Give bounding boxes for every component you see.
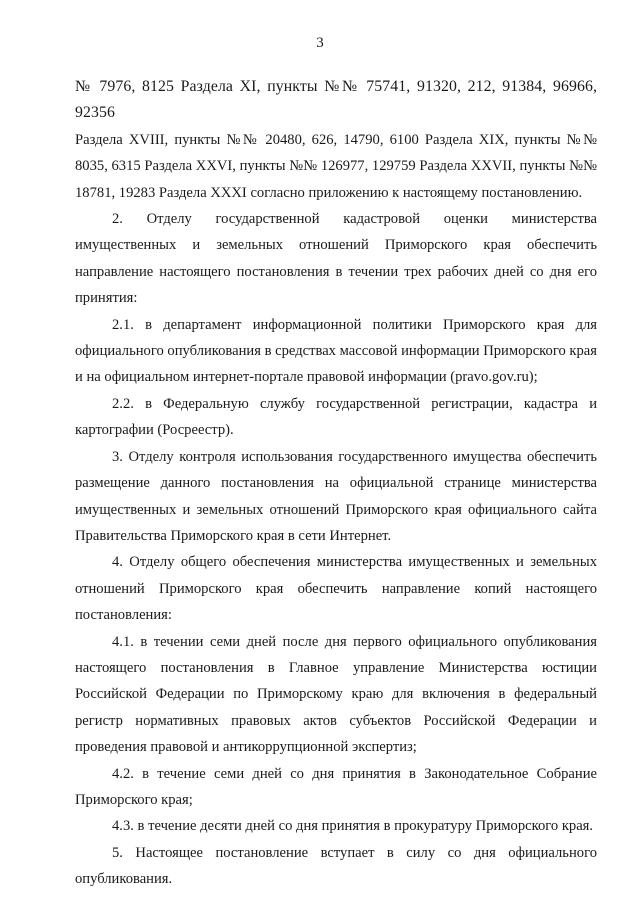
- paragraph-item-2-1: 2.1. в департамент информационной политики Приморского края для официального опубликования в средствах массовой информации Приморского края и на официальном интернет-портале правовой информации (pravo.gov.ru);: [75, 316, 597, 386]
- paragraph-continuation: Раздела XVIII, пункты №№ 20480, 626, 14790, 6100 Раздела XIX, пункты №№ 8035, 6315 Раздела XXVI, пункты №№ 126977, 129759 Раздела XXVII, пункты №№ 18781, 19283 Раздела XXXI согласно приложению к настоящему постановлению.: [75, 131, 597, 201]
- paragraph-item-4: 4. Отделу общего обеспечения министерства имущественных и земельных отношений Приморского края обеспечить направление копий настоящего постановления:: [75, 554, 597, 624]
- paragraph-continuation-first-line: № 7976, 8125 Раздела XI, пункты №№ 75741, 91320, 212, 91384, 96966, 92356: [75, 78, 597, 122]
- document-body: [75, 74, 597, 893]
- paragraph-item-4-3: 4.3. в течение десяти дней со дня принятия в прокуратуру Приморского края.: [112, 818, 594, 835]
- paragraph-item-2: 2. Отделу государственной кадастровой оценки министерства имущественных и земельных отношений Приморского края обеспечить направление настоящего постановления в течении трех рабочих дней со дня его принятия:: [75, 211, 597, 307]
- paragraph-item-4-2: 4.2. в течение семи дней со дня принятия в Законодательное Собрание Приморского края;: [75, 765, 597, 808]
- paragraph-item-5: 5. Настоящее постановление вступает в силу со дня официального опубликования.: [75, 844, 597, 888]
- paragraph-item-2-2: 2.2. в Федеральную службу государственной регистрации, кадастра и картографии (Росреестр).: [75, 395, 597, 439]
- page-number: 3: [316, 35, 324, 51]
- paragraph-item-4-1: 4.1. в течении семи дней после дня первого официального опубликования настоящего постановления в Главное управление Министерства юстиции Российской Федерации по Приморскому краю для включения в федеральный регистр нормативных правовых актов субъектов Российской Федерации и проведения правовой и антикоррупционной экспертиз;: [75, 633, 597, 756]
- paragraph-item-3: 3. Отделу контроля использования государственного имущества обеспечить размещение данного постановления на официальной странице министерства имущественных и земельных отношений Приморского края официального сайта Правительства Приморского края в сети Интернет.: [75, 448, 597, 544]
